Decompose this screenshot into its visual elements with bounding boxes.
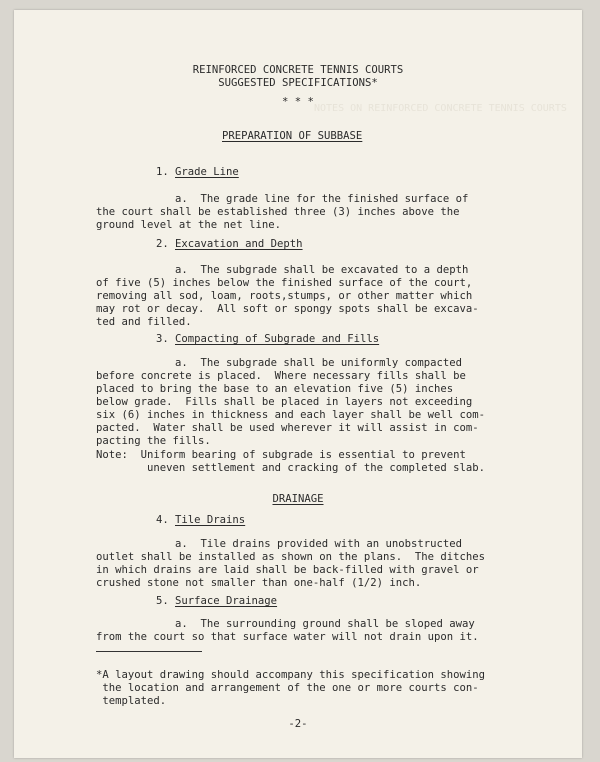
item-title-surface-drainage: Surface Drainage xyxy=(175,595,278,607)
paragraph-line: pacted. Water shall be used wherever it will assist in com- xyxy=(96,422,479,434)
paragraph-line: a. The grade line for the finished surface of xyxy=(175,193,469,205)
paragraph-line: of five (5) inches below the finished surface of the court, xyxy=(96,277,473,289)
item-title-tile-drains: Tile Drains xyxy=(175,514,246,526)
paragraph-line: outlet shall be installed as shown on the plans. The ditches xyxy=(96,551,486,563)
doc-subtitle: SUGGESTED SPECIFICATIONS* xyxy=(218,77,378,89)
paragraph-line: in which drains are laid shall be back-filled with gravel or xyxy=(96,564,479,576)
paragraph-line: placed to bring the base to an elevation five (5) inches xyxy=(96,383,454,395)
doc-title: REINFORCED CONCRETE TENNIS COURTS xyxy=(192,64,404,76)
paragraph-line: six (6) inches in thickness and each layer shall be well com- xyxy=(96,409,486,421)
item-number: 3. xyxy=(156,333,169,345)
section-heading-subbase: PREPARATION OF SUBBASE xyxy=(222,130,363,142)
paragraph-line: the court shall be established three (3) inches above the xyxy=(96,206,460,218)
item-title-compacting: Compacting of Subgrade and Fills xyxy=(175,333,380,345)
paragraph-line: ground level at the net line. xyxy=(96,219,281,231)
paragraph-line: before concrete is placed. Where necessary fills shall be xyxy=(96,370,466,382)
paragraph-line: removing all sod, loam, roots,stumps, or other matter which xyxy=(96,290,473,302)
paragraph-line: from the court so that surface water will not drain upon it. xyxy=(96,631,479,643)
paragraph-line: crushed stone not smaller than one-half (1/2) inch. xyxy=(96,577,422,589)
footnote-line: the location and arrangement of the one or more courts con- xyxy=(96,682,479,694)
paragraph-line: pacting the fills. xyxy=(96,435,211,447)
paragraph-line: a. Tile drains provided with an unobstructed xyxy=(175,538,463,550)
item-title-grade-line: Grade Line xyxy=(175,166,239,178)
page-number: -2- xyxy=(288,718,308,730)
footnote-rule xyxy=(96,651,202,652)
section-heading-drainage: DRAINAGE xyxy=(272,493,324,505)
note-line: uneven settlement and cracking of the completed slab. xyxy=(96,462,486,474)
note-line: Note: Uniform bearing of subgrade is essential to prevent xyxy=(96,449,466,461)
paragraph-line: below grade. Fills shall be placed in layers not exceeding xyxy=(96,396,473,408)
footnote-line: templated. xyxy=(96,695,167,707)
bleed-through-text: NOTES ON REINFORCED CONCRETE TENNIS COURTS xyxy=(314,103,567,114)
item-number: 2. xyxy=(156,238,169,250)
document-page xyxy=(14,10,582,758)
paragraph-line: a. The surrounding ground shall be sloped away xyxy=(175,618,475,630)
paragraph-line: may rot or decay. All soft or spongy spots shall be excava- xyxy=(96,303,479,315)
footnote-line: *A layout drawing should accompany this specification showing xyxy=(96,669,486,681)
paragraph-line: ted and filled. xyxy=(96,316,192,328)
title-ornament: * * * xyxy=(282,96,314,108)
item-number: 5. xyxy=(156,595,169,607)
paragraph-line: a. The subgrade shall be uniformly compacted xyxy=(175,357,463,369)
item-title-excavation: Excavation and Depth xyxy=(175,238,303,250)
item-number: 4. xyxy=(156,514,169,526)
item-number: 1. xyxy=(156,166,169,178)
paragraph-line: a. The subgrade shall be excavated to a depth xyxy=(175,264,469,276)
